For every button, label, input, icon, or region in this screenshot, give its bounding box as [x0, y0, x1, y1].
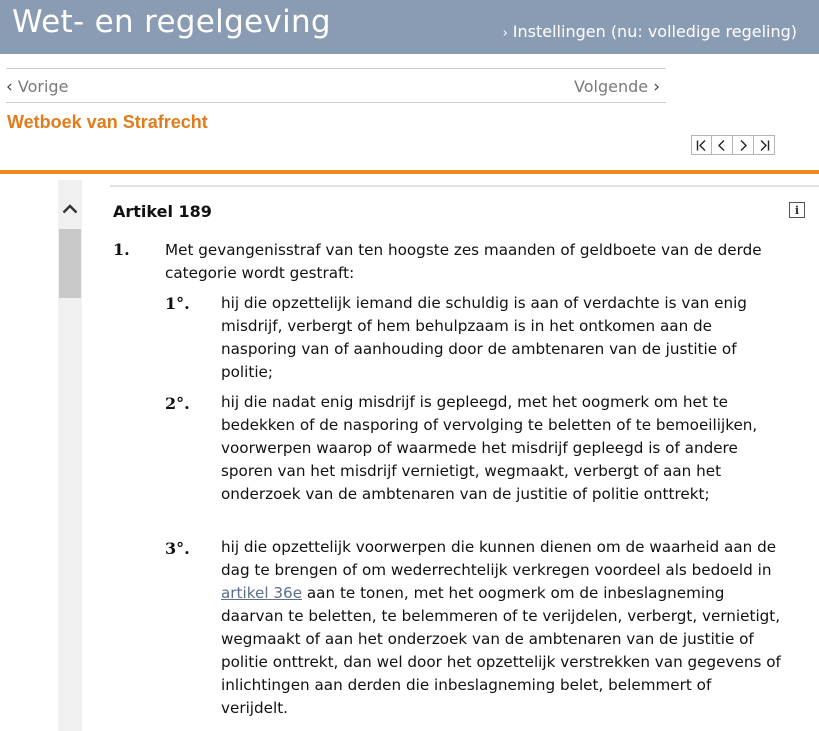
content-divider [110, 185, 819, 187]
scroll-up-button[interactable] [58, 198, 82, 220]
settings-link[interactable] [503, 22, 797, 41]
item-text-3 [221, 536, 781, 720]
scroll-thumb[interactable] [59, 229, 81, 298]
item-number-2: 2°. [165, 394, 190, 413]
chevron-right-icon: › [653, 77, 660, 97]
item-number-1: 1°. [165, 294, 190, 313]
chevron-left-icon: ‹ [6, 77, 13, 97]
lid-number: 1. [113, 240, 130, 259]
pager [691, 135, 775, 155]
first-page-icon [696, 140, 708, 151]
item-text-3-part-2: aan te tonen, met het oogmerk om de inbeslagneming daarvan te beletten, te belemmeren of te verijdelen, verbergt, vernietigt, wegmaakt of aan het onderzoek van de ambtenaren van de justitie of politie onttrekt, dan wel door het opzettelijk verstrekken van gegevens of inlichtingen aan derden die inbeslagneming belet, belemmert of verijdelt. [221, 584, 781, 717]
next-link[interactable] [574, 77, 660, 97]
article-heading: Artikel 189 [113, 202, 212, 221]
previous-link[interactable] [6, 77, 68, 97]
chevron-right-icon: › [502, 26, 508, 41]
site-title: Wet- en regelgeving [12, 4, 331, 40]
header-divider [0, 170, 819, 174]
next-page-button[interactable] [733, 135, 754, 155]
settings-link-label: Instellingen (nu: volledige regeling) [512, 22, 797, 41]
previous-page-button[interactable] [712, 135, 733, 155]
item-text-1: hij die opzettelijk iemand die schuldig is aan of verdachte is van enig misdrijf, verbergt of hem behulpzaam is in het ontkomen aan de nasporing van of aanhouding door de ambtenaren van de justitie of politie; [221, 294, 747, 381]
chevron-right-icon [738, 140, 748, 151]
item-number-3: 3°. [165, 539, 190, 558]
chevron-up-icon [62, 204, 78, 214]
article-navigation [6, 68, 666, 103]
previous-label: Vorige [17, 77, 69, 96]
last-page-icon [758, 140, 770, 151]
chevron-left-icon [717, 140, 727, 151]
info-icon[interactable]: i [789, 202, 805, 218]
next-label: Volgende [574, 77, 649, 96]
scrollbar[interactable] [58, 180, 82, 731]
lid-intro-text: Met gevangenisstraf van ten hoogste zes maanden of geldboete van de derde categorie wordt gestraft: [165, 241, 762, 282]
article-36e-link[interactable]: artikel 36e [221, 584, 303, 602]
item-text-3-part-1: hij die opzettelijk voorwerpen die kunnen dienen om de waarheid aan de dag te brengen of om wederrechtelijk verkregen voordeel als bedoeld in [221, 538, 777, 579]
last-page-button[interactable] [754, 135, 775, 155]
site-header [0, 0, 819, 54]
law-title[interactable]: Wetboek van Strafrecht [7, 112, 208, 132]
first-page-button[interactable] [691, 135, 712, 155]
item-text-2: hij die nadat enig misdrijf is gepleegd, met het oogmerk om het te bedekken of de nasporing of vervolging te beletten of te bemoeilijken, voorwerpen waarop of waarmede het misdrijf gepleegd is of andere sporen van het misdrijf vernietigt, wegmaakt, verbergt of aan het onderzoek van de ambtenaren van de justitie of politie onttrekt; [221, 393, 758, 503]
